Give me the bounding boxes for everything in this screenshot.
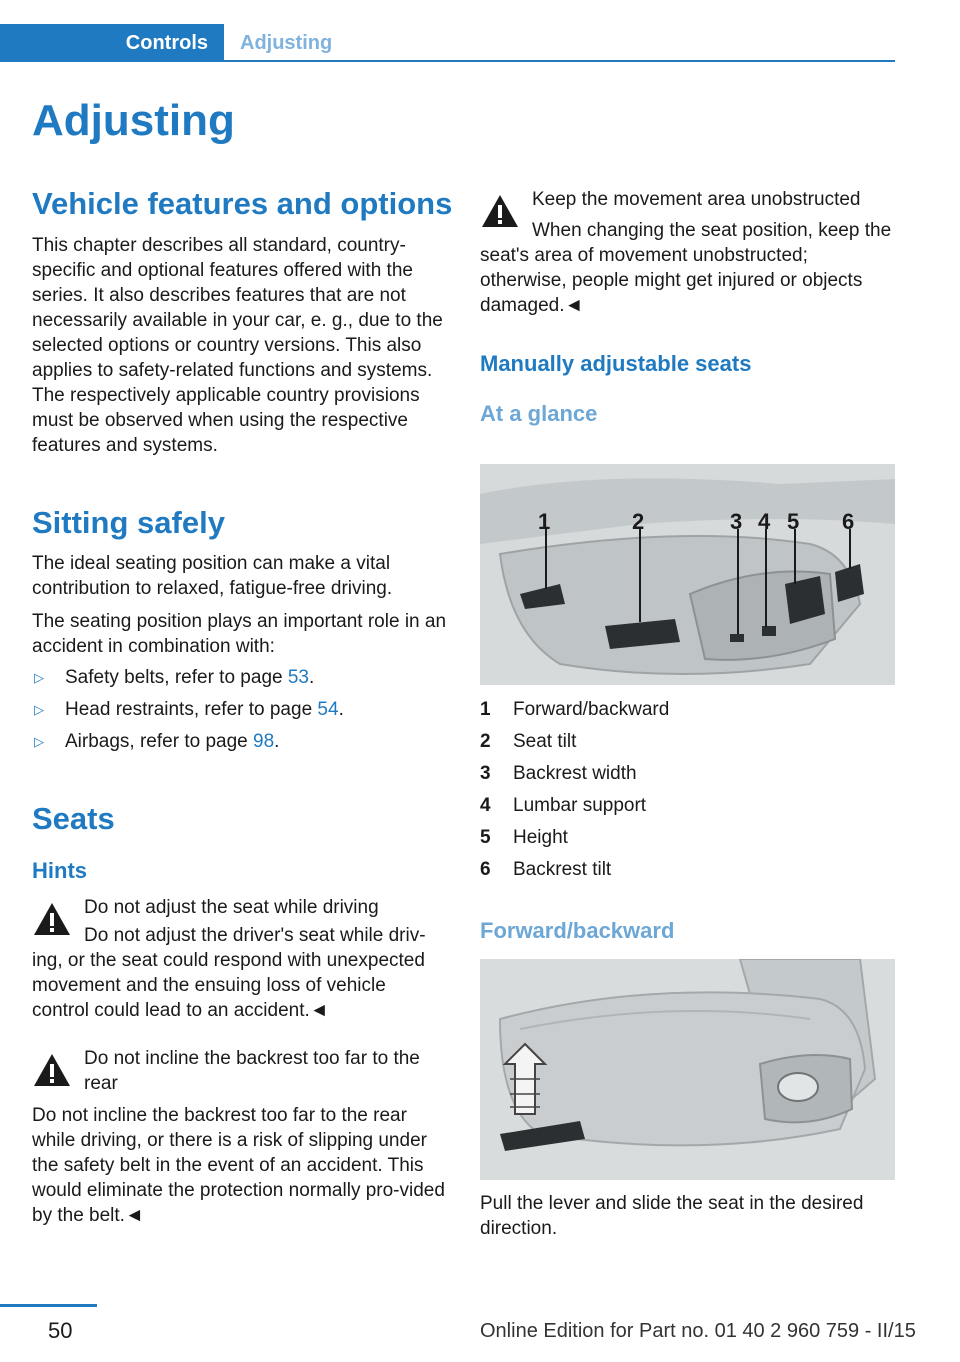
related-topics-list (32, 665, 447, 761)
sitting-safely-text-1: The ideal seating position can make a vital contribution to relaxed, fatigue-free driving. (32, 553, 393, 599)
list-item: ▷ Head restraints, refer to page 54. (34, 699, 344, 720)
callout-3: 3 (730, 509, 743, 534)
header-rule (224, 60, 895, 62)
tab-adjusting[interactable]: Adjusting (240, 31, 333, 54)
warning-body: Do not incline the backrest too far to the rear while driving, or there is a risk of slipping under the safety belt in the event of an accident. This would eliminate the protection normally pro-vided by the belt.◄ (32, 1105, 445, 1226)
vehicle-features-text: This chapter describes all standard, country-specific and optional features offered with the series. It also describes features that are not necessarily available in your car, e. g., due to the selected options or country versions. This also applies to safety-related functions and systems. The respectively applicable country provisions must be observed when using the respective features and systems. (32, 235, 443, 456)
heading-forward-backward: Forward/backward (480, 918, 675, 943)
legend-item: 6 Backrest tilt (480, 859, 612, 880)
seat-controls-figure (480, 464, 895, 685)
heading-manual-seats: Manually adjustable seats (480, 351, 752, 376)
heading-vehicle-features: Vehicle features and options (32, 186, 453, 221)
tab-controls[interactable]: Controls (0, 24, 224, 62)
page-title: Adjusting (32, 96, 235, 145)
warning-backrest-incline (32, 1046, 447, 1226)
warning-body: When changing the seat position, keep the seat's area of movement unobstructed; otherwise, people might get injured or objects damaged.◄ (480, 220, 892, 316)
callout-1: 1 (538, 509, 551, 534)
seat-controls-illustration (480, 464, 895, 685)
heading-seats: Seats (32, 801, 115, 836)
triangle-bullet-icon: ▷ (34, 702, 44, 717)
heading-hints: Hints (32, 858, 87, 883)
legend-item: 1 Forward/backward (480, 699, 670, 720)
legend-item: 4 Lumbar support (480, 795, 647, 816)
page-link-98[interactable]: 98 (253, 731, 275, 752)
heading-at-a-glance: At a glance (480, 401, 598, 426)
callout-5: 5 (787, 509, 800, 534)
footer-rule (0, 1304, 97, 1307)
header-tabs (0, 24, 895, 62)
sitting-safely-text-2: The seating position plays an important role in an accident in combination with: (32, 611, 447, 657)
page-link-53[interactable]: 53 (287, 667, 309, 688)
legend-item: 2 Seat tilt (480, 731, 577, 752)
legend-item: 5 Height (480, 827, 568, 848)
list-item: ▷ Airbags, refer to page 98. (34, 731, 280, 752)
heading-sitting-safely: Sitting safely (32, 505, 225, 540)
warning-triangle-icon (32, 1052, 72, 1088)
callout-4: 4 (758, 509, 771, 534)
seat-controls-legend (480, 697, 895, 889)
legend-item: 3 Backrest width (480, 763, 637, 784)
page-link-54[interactable]: 54 (317, 699, 339, 720)
triangle-bullet-icon: ▷ (34, 670, 44, 685)
warning-title: Do not incline the backrest too far to the rear (84, 1048, 420, 1094)
warning-seat-driving (32, 895, 447, 1035)
warning-body: Do not adjust the driver's seat while driv-ing, or the seat could respond with unexpected movement and the ensuing loss of vehicle control could lead to an accident.◄ (32, 925, 426, 1021)
list-item: ▷ Safety belts, refer to page 53. (34, 667, 315, 688)
forward-backward-text: Pull the lever and slide the seat in the desired direction. (480, 1193, 864, 1239)
page-number: 50 (48, 1318, 73, 1343)
warning-movement-area (480, 187, 895, 317)
triangle-bullet-icon: ▷ (34, 734, 44, 749)
edition-text: Online Edition for Part no. 01 40 2 960 759 - II/15 (480, 1320, 916, 1342)
warning-title: Keep the movement area unobstructed (532, 189, 861, 210)
callout-6: 6 (842, 509, 855, 534)
callout-2: 2 (632, 509, 645, 534)
forward-backward-illustration (480, 959, 895, 1180)
warning-title: Do not adjust the seat while driving (84, 897, 379, 918)
forward-backward-figure (480, 959, 895, 1180)
